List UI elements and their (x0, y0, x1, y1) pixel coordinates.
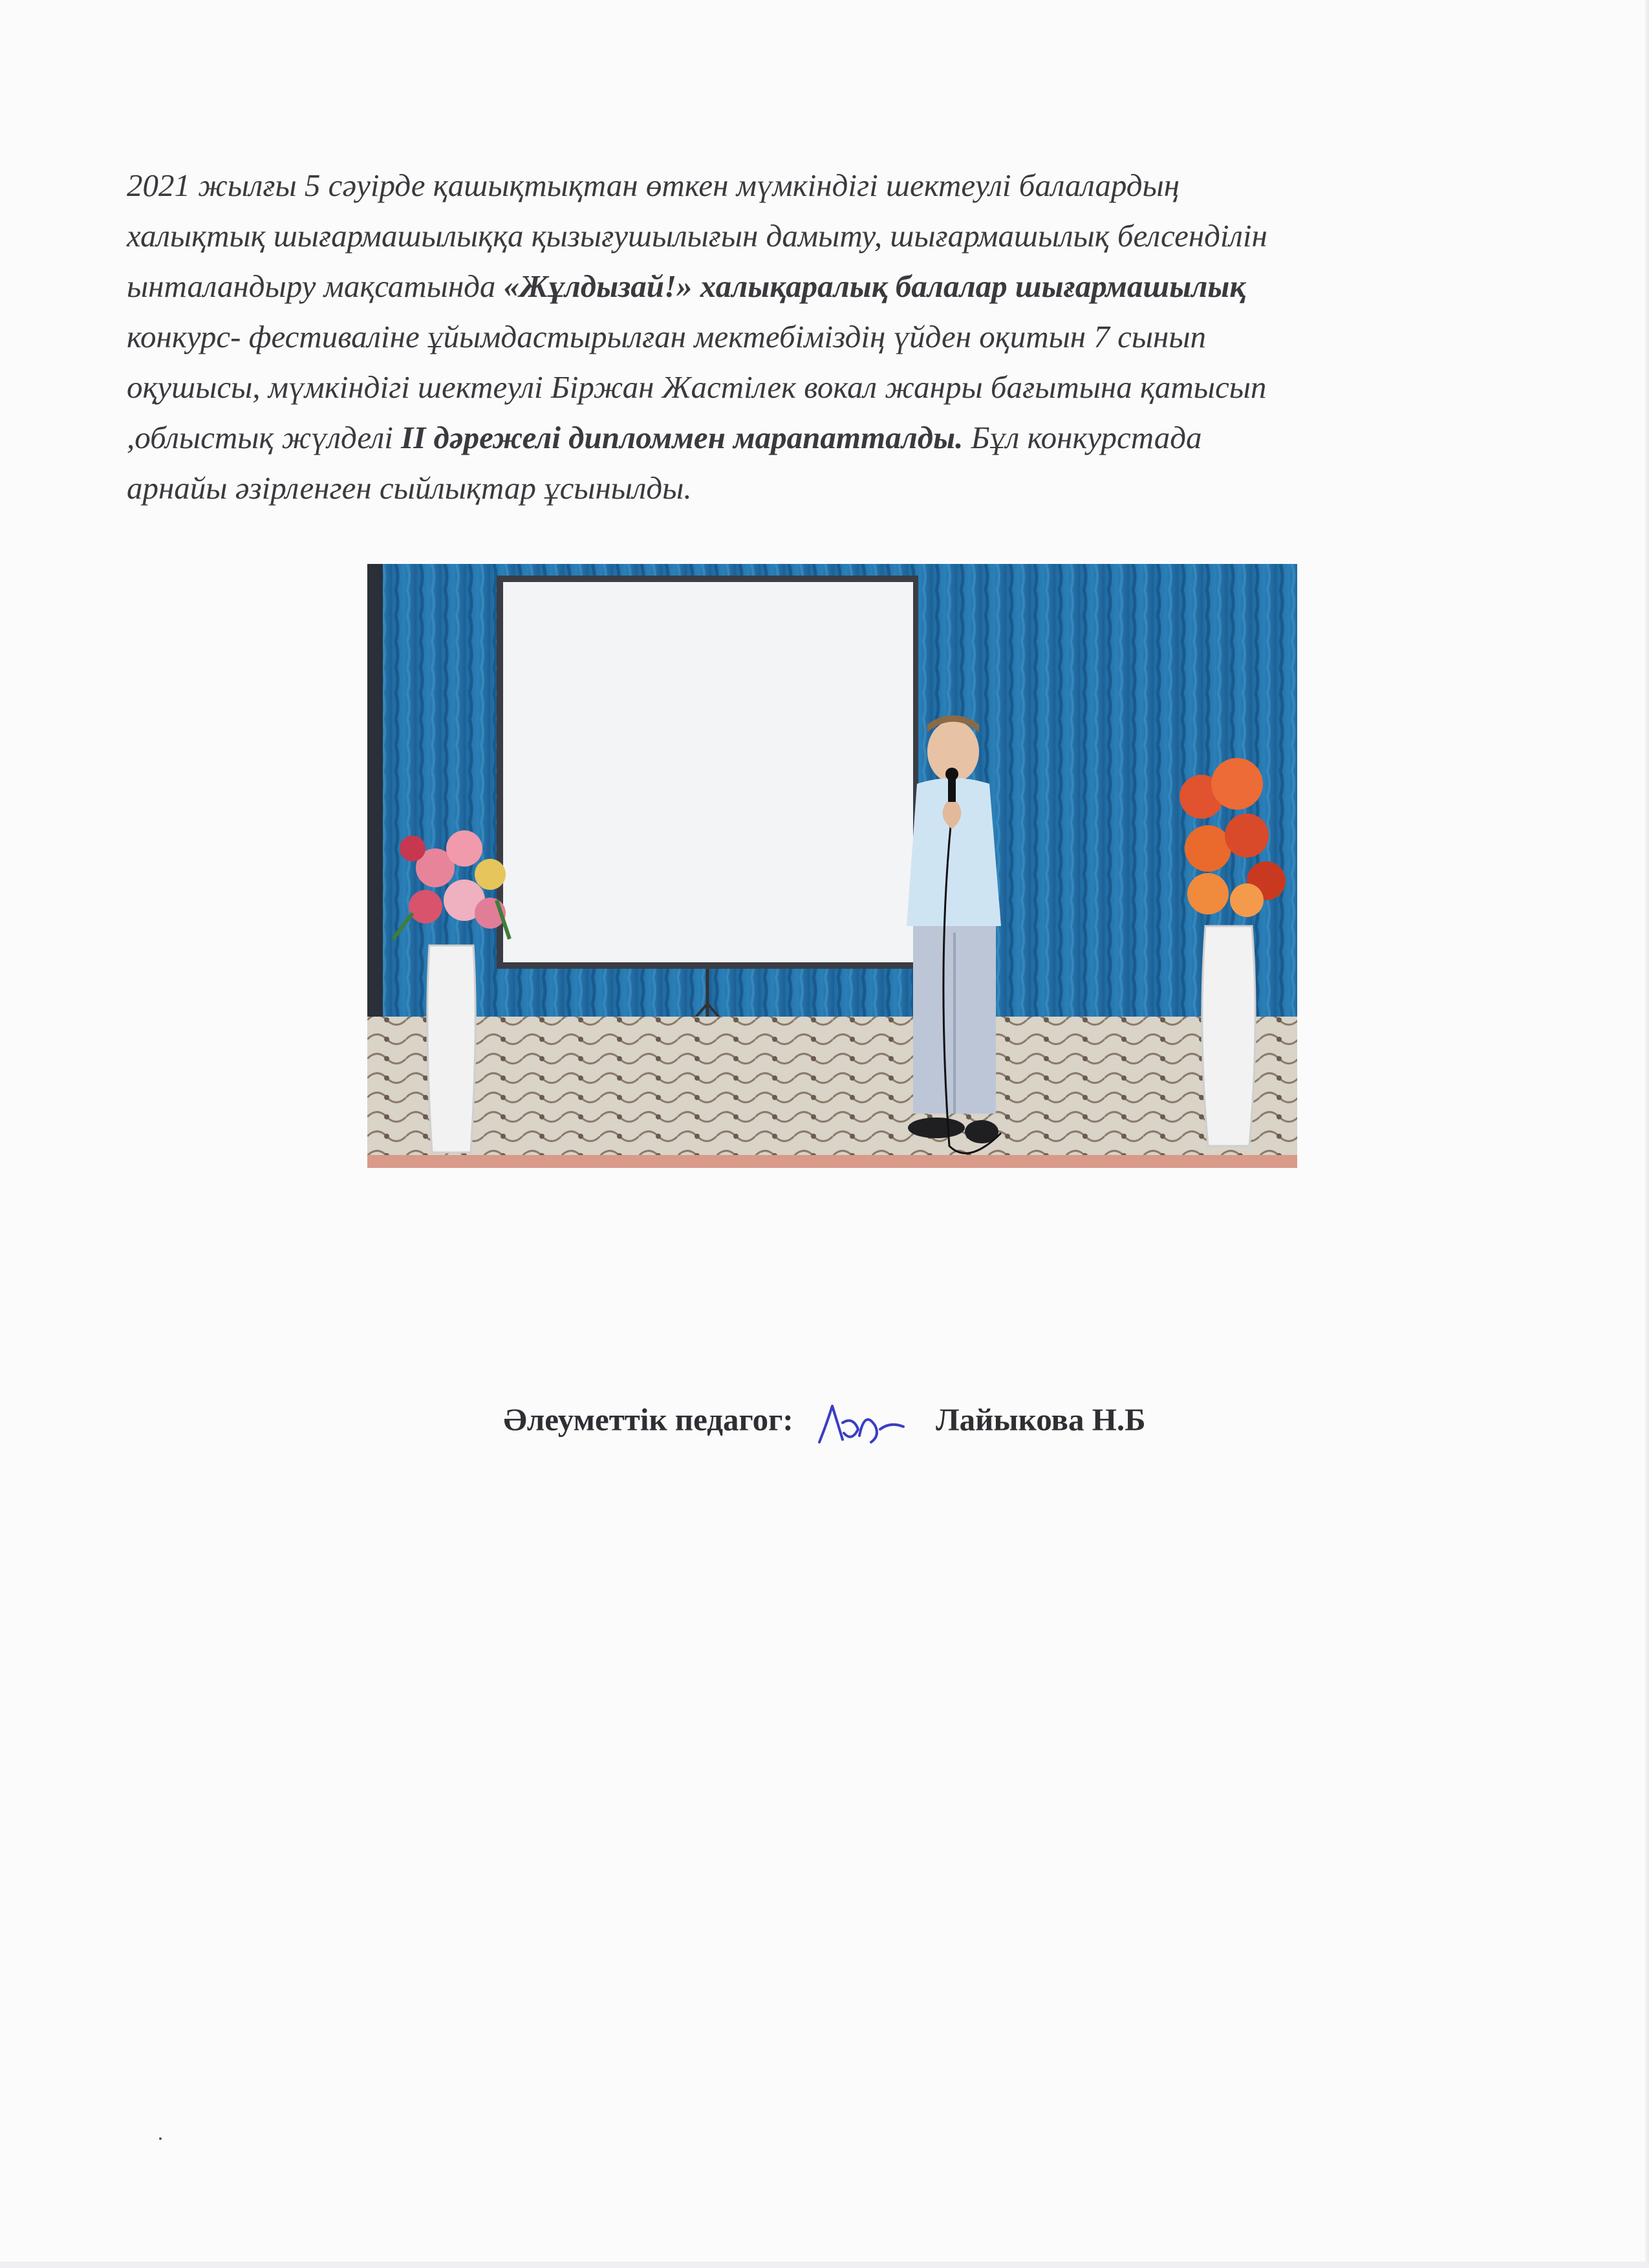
text-line: конкурс- фестиваліне ұйымдастырылған мектебіміздің үйден оқитын 7 сынып (127, 319, 1207, 354)
scan-speck (159, 2137, 162, 2140)
award-text: ІІ дәрежелі дипломмен марапатталды. (401, 420, 964, 455)
text-run: ,облыстық жүлделі (127, 420, 402, 455)
text-line: оқушысы, мүмкіндігі шектеулі Біржан Жастілек вокал жанры бағытына қатысып (127, 369, 1267, 405)
signer-name: Лайыкова Н.Б (936, 1401, 1146, 1438)
stage-photo (367, 564, 1297, 1168)
text-line (127, 261, 1543, 312)
festival-name: «Жұлдызай!» халықаралық балалар шығармашылық (503, 268, 1246, 304)
text-line: 2021 жылғы 5 сәуірде қашықтықтан өткен мүмкіндігі шектеулі балалардың (127, 167, 1180, 203)
text-line: арнайы әзірленген сыйлықтар ұсынылды. (127, 470, 692, 506)
scan-edge-bottom (0, 2262, 1649, 2268)
text-line (127, 413, 1543, 463)
body-paragraph (127, 160, 1543, 513)
stage-photo-illustration (367, 564, 1297, 1168)
handwritten-signature (813, 1397, 910, 1449)
scan-edge (1645, 0, 1649, 2268)
signature-line (0, 1397, 1649, 1449)
text-run: Бұл конкурстада (963, 420, 1202, 455)
role-label: Әлеуметтік педагог: (503, 1401, 793, 1438)
text-line: халықтық шығармашылыққа қызығушылығын дамыту, шығармашылық белсенділін (127, 218, 1267, 254)
text-run: ынталандыру мақсатында (127, 268, 504, 304)
